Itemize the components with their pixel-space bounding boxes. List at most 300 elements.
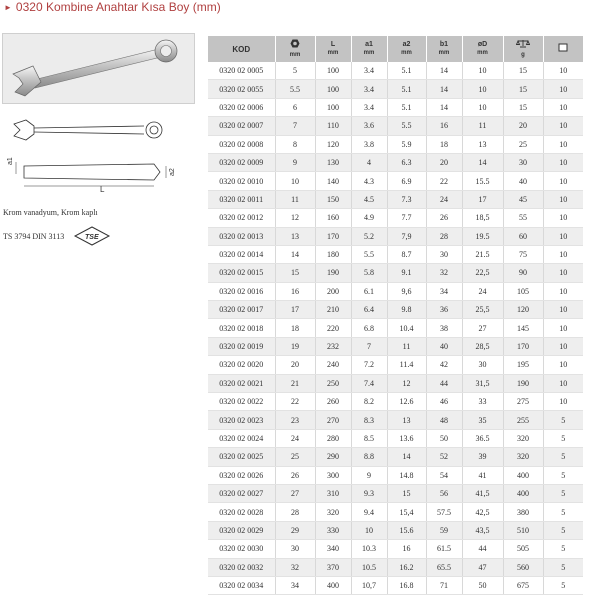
cell-l: 370 [315, 558, 351, 576]
cell-size: 5 [275, 62, 315, 80]
cell-a1: 8.2 [351, 393, 387, 411]
cell-size: 10 [275, 172, 315, 190]
cell-pack: 5 [543, 503, 583, 521]
cell-pack: 10 [543, 117, 583, 135]
cell-l: 190 [315, 264, 351, 282]
cell-a1: 8.8 [351, 448, 387, 466]
cell-weight: 400 [503, 484, 543, 502]
tse-logo-text: TSE [85, 234, 99, 241]
cell-a2: 15,4 [387, 503, 426, 521]
cell-a1: 9.3 [351, 484, 387, 502]
cell-diameter: 30 [462, 356, 503, 374]
cell-a2: 12.6 [387, 393, 426, 411]
cell-l: 250 [315, 374, 351, 392]
cell-l: 340 [315, 540, 351, 558]
cell-pack: 5 [543, 521, 583, 539]
cell-kod: 0320 02 0030 [208, 540, 275, 558]
table-row [208, 190, 583, 208]
cell-a1: 5.8 [351, 264, 387, 282]
cell-b1: 48 [426, 411, 462, 429]
cell-a2: 13.6 [387, 429, 426, 447]
cell-weight: 380 [503, 503, 543, 521]
cell-a2: 7.7 [387, 209, 426, 227]
cell-weight: 15 [503, 80, 543, 98]
scale-icon [516, 39, 530, 48]
cell-b1: 20 [426, 153, 462, 171]
cell-a1: 4 [351, 153, 387, 171]
cell-a2: 11.4 [387, 356, 426, 374]
cell-b1: 42 [426, 356, 462, 374]
cell-size: 20 [275, 356, 315, 374]
cell-l: 100 [315, 62, 351, 80]
cell-weight: 25 [503, 135, 543, 153]
table-row [208, 319, 583, 337]
cell-kod: 0320 02 0025 [208, 448, 275, 466]
cell-pack: 10 [543, 301, 583, 319]
cell-pack: 10 [543, 172, 583, 190]
cell-kod: 0320 02 0016 [208, 282, 275, 300]
cell-kod: 0320 02 0034 [208, 576, 275, 594]
cell-diameter: 31,5 [462, 374, 503, 392]
cell-pack: 10 [543, 264, 583, 282]
cell-l: 150 [315, 190, 351, 208]
cell-a2: 8.7 [387, 245, 426, 263]
cell-a2: 7.3 [387, 190, 426, 208]
cell-a2: 9,6 [387, 282, 426, 300]
cell-size: 14 [275, 245, 315, 263]
cell-size: 11 [275, 190, 315, 208]
cell-weight: 120 [503, 301, 543, 319]
cell-kod: 0320 02 0022 [208, 393, 275, 411]
cell-pack: 5 [543, 484, 583, 502]
cell-b1: 38 [426, 319, 462, 337]
cell-diameter: 42,5 [462, 503, 503, 521]
cell-diameter: 41,5 [462, 484, 503, 502]
cell-size: 22 [275, 393, 315, 411]
cell-diameter: 10 [462, 80, 503, 98]
product-photo [2, 33, 195, 104]
cell-a2: 13 [387, 411, 426, 429]
cell-l: 100 [315, 98, 351, 116]
cell-kod: 0320 02 0005 [208, 62, 275, 80]
cell-a2: 11 [387, 337, 426, 355]
wrench-photo-icon [3, 34, 194, 103]
cell-a2: 9.1 [387, 264, 426, 282]
cell-pack: 10 [543, 62, 583, 80]
table-row [208, 558, 583, 576]
cell-l: 180 [315, 245, 351, 263]
cell-a2: 5.1 [387, 98, 426, 116]
cell-weight: 15 [503, 62, 543, 80]
cell-size: 34 [275, 576, 315, 594]
cell-b1: 54 [426, 466, 462, 484]
cell-a1: 5.5 [351, 245, 387, 263]
table-row [208, 172, 583, 190]
cell-pack: 10 [543, 153, 583, 171]
cell-b1: 30 [426, 245, 462, 263]
cell-a1: 9.4 [351, 503, 387, 521]
cell-size: 27 [275, 484, 315, 502]
cell-b1: 65.5 [426, 558, 462, 576]
material-note: Krom vanadyum, Krom kaplı [3, 208, 98, 217]
cell-pack: 10 [543, 374, 583, 392]
table-row [208, 466, 583, 484]
cell-kod: 0320 02 0027 [208, 484, 275, 502]
cell-l: 400 [315, 576, 351, 594]
cell-kod: 0320 02 0008 [208, 135, 275, 153]
cell-b1: 57.5 [426, 503, 462, 521]
cell-pack: 10 [543, 245, 583, 263]
bullet-arrow-icon: ► [4, 3, 12, 12]
cell-l: 280 [315, 429, 351, 447]
cell-b1: 14 [426, 62, 462, 80]
cell-kod: 0320 02 0014 [208, 245, 275, 263]
cell-a2: 16.2 [387, 558, 426, 576]
cell-l: 260 [315, 393, 351, 411]
cell-pack: 10 [543, 319, 583, 337]
cell-size: 25 [275, 448, 315, 466]
table-row [208, 98, 583, 116]
col-header-kod: KOD [208, 36, 275, 62]
cell-l: 210 [315, 301, 351, 319]
cell-weight: 195 [503, 356, 543, 374]
cell-b1: 50 [426, 429, 462, 447]
dim-a2-label: a2 [169, 168, 176, 176]
cell-diameter: 28,5 [462, 337, 503, 355]
cell-weight: 510 [503, 521, 543, 539]
cell-weight: 40 [503, 172, 543, 190]
cell-kod: 0320 02 0021 [208, 374, 275, 392]
cell-pack: 10 [543, 135, 583, 153]
col-header-weight: g [503, 36, 543, 62]
table-row [208, 429, 583, 447]
cell-b1: 22 [426, 172, 462, 190]
table-row [208, 411, 583, 429]
cell-weight: 55 [503, 209, 543, 227]
table-row [208, 393, 583, 411]
cell-diameter: 11 [462, 117, 503, 135]
table-row [208, 227, 583, 245]
cell-diameter: 19.5 [462, 227, 503, 245]
cell-l: 300 [315, 466, 351, 484]
table-body [208, 62, 583, 595]
cell-diameter: 10 [462, 62, 503, 80]
table-row [208, 337, 583, 355]
table-row [208, 62, 583, 80]
cell-size: 23 [275, 411, 315, 429]
cell-weight: 105 [503, 282, 543, 300]
table-row [208, 521, 583, 539]
cell-weight: 675 [503, 576, 543, 594]
cell-a2: 5.9 [387, 135, 426, 153]
cell-pack: 5 [543, 429, 583, 447]
cell-size: 19 [275, 337, 315, 355]
cell-a2: 14 [387, 448, 426, 466]
cell-diameter: 39 [462, 448, 503, 466]
cell-size: 9 [275, 153, 315, 171]
cell-diameter: 10 [462, 98, 503, 116]
col-header-l: L mm [315, 36, 351, 62]
cell-l: 130 [315, 153, 351, 171]
cell-diameter: 13 [462, 135, 503, 153]
cell-a1: 4.5 [351, 190, 387, 208]
cell-size: 13 [275, 227, 315, 245]
cell-pack: 5 [543, 448, 583, 466]
cell-kod: 0320 02 0006 [208, 98, 275, 116]
cell-a2: 9.8 [387, 301, 426, 319]
cell-a2: 5.1 [387, 62, 426, 80]
cell-l: 290 [315, 448, 351, 466]
cell-pack: 10 [543, 356, 583, 374]
cell-size: 16 [275, 282, 315, 300]
cell-diameter: 43,5 [462, 521, 503, 539]
table-row [208, 80, 583, 98]
cell-b1: 18 [426, 135, 462, 153]
col-header-pack [543, 36, 583, 62]
table-row [208, 264, 583, 282]
cell-weight: 320 [503, 429, 543, 447]
standard-note: TS 3794 DIN 3113 [3, 232, 65, 241]
cell-kod: 0320 02 0007 [208, 117, 275, 135]
table-header-row [208, 36, 583, 62]
table-row [208, 301, 583, 319]
cell-diameter: 22,5 [462, 264, 503, 282]
cell-b1: 44 [426, 374, 462, 392]
cell-a1: 6.4 [351, 301, 387, 319]
cell-weight: 30 [503, 153, 543, 171]
cell-b1: 71 [426, 576, 462, 594]
cell-pack: 10 [543, 393, 583, 411]
cell-a1: 10.3 [351, 540, 387, 558]
cell-kod: 0320 02 0023 [208, 411, 275, 429]
cell-b1: 14 [426, 98, 462, 116]
cell-diameter: 14 [462, 153, 503, 171]
page-title [4, 0, 221, 16]
table-row [208, 135, 583, 153]
cell-a1: 3.4 [351, 62, 387, 80]
tse-logo [73, 226, 111, 246]
cell-weight: 190 [503, 374, 543, 392]
cell-diameter: 17 [462, 190, 503, 208]
cell-size: 8 [275, 135, 315, 153]
cell-diameter: 21.5 [462, 245, 503, 263]
cell-diameter: 25,5 [462, 301, 503, 319]
cell-l: 232 [315, 337, 351, 355]
cell-a1: 6.1 [351, 282, 387, 300]
cell-a1: 3.4 [351, 98, 387, 116]
table-row [208, 484, 583, 502]
cell-b1: 24 [426, 190, 462, 208]
cell-diameter: 27 [462, 319, 503, 337]
cell-diameter: 44 [462, 540, 503, 558]
cell-size: 32 [275, 558, 315, 576]
cell-b1: 56 [426, 484, 462, 502]
cell-l: 120 [315, 135, 351, 153]
cell-b1: 28 [426, 227, 462, 245]
cell-pack: 5 [543, 540, 583, 558]
cell-l: 220 [315, 319, 351, 337]
cell-weight: 275 [503, 393, 543, 411]
table-row [208, 503, 583, 521]
cell-l: 310 [315, 484, 351, 502]
cell-a1: 7.2 [351, 356, 387, 374]
cell-weight: 170 [503, 337, 543, 355]
cell-l: 110 [315, 117, 351, 135]
cell-pack: 10 [543, 227, 583, 245]
cell-a2: 6.3 [387, 153, 426, 171]
table-row [208, 448, 583, 466]
cell-kod: 0320 02 0017 [208, 301, 275, 319]
cell-weight: 75 [503, 245, 543, 263]
cell-diameter: 35 [462, 411, 503, 429]
dim-l-label: L [100, 185, 105, 194]
cell-a1: 7 [351, 337, 387, 355]
cell-size: 29 [275, 521, 315, 539]
cell-b1: 32 [426, 264, 462, 282]
cell-b1: 14 [426, 80, 462, 98]
cell-size: 6 [275, 98, 315, 116]
technical-drawing [4, 116, 190, 196]
cell-weight: 505 [503, 540, 543, 558]
cell-kod: 0320 02 0024 [208, 429, 275, 447]
table-row [208, 117, 583, 135]
cell-l: 140 [315, 172, 351, 190]
cell-kod: 0320 02 0029 [208, 521, 275, 539]
cell-size: 30 [275, 540, 315, 558]
cell-b1: 52 [426, 448, 462, 466]
cell-a1: 7.4 [351, 374, 387, 392]
page-title-text: 0320 Kombine Anahtar Kısa Boy (mm) [15, 0, 221, 14]
table-row [208, 356, 583, 374]
cell-size: 15 [275, 264, 315, 282]
cell-pack: 5 [543, 558, 583, 576]
cell-size: 24 [275, 429, 315, 447]
cell-pack: 10 [543, 80, 583, 98]
table-row [208, 153, 583, 171]
cell-kod: 0320 02 0020 [208, 356, 275, 374]
col-header-size: mm [275, 36, 315, 62]
cell-l: 200 [315, 282, 351, 300]
cell-size: 7 [275, 117, 315, 135]
col-header-a1: a1 mm [351, 36, 387, 62]
cell-b1: 36 [426, 301, 462, 319]
cell-l: 100 [315, 80, 351, 98]
cell-diameter: 41 [462, 466, 503, 484]
cell-l: 160 [315, 209, 351, 227]
cell-weight: 60 [503, 227, 543, 245]
cell-size: 21 [275, 374, 315, 392]
cell-l: 240 [315, 356, 351, 374]
table-row [208, 540, 583, 558]
cell-pack: 10 [543, 282, 583, 300]
cell-pack: 10 [543, 337, 583, 355]
cell-l: 170 [315, 227, 351, 245]
cell-pack: 5 [543, 411, 583, 429]
box-icon [558, 43, 568, 52]
cell-a1: 3.8 [351, 135, 387, 153]
cell-pack: 5 [543, 466, 583, 484]
table-row [208, 209, 583, 227]
cell-kod: 0320 02 0010 [208, 172, 275, 190]
cell-pack: 10 [543, 209, 583, 227]
cell-weight: 400 [503, 466, 543, 484]
cell-weight: 255 [503, 411, 543, 429]
cell-a2: 5.1 [387, 80, 426, 98]
cell-a2: 10.4 [387, 319, 426, 337]
cell-weight: 320 [503, 448, 543, 466]
cell-b1: 46 [426, 393, 462, 411]
cell-kod: 0320 02 0028 [208, 503, 275, 521]
cell-a2: 16 [387, 540, 426, 558]
cell-pack: 10 [543, 98, 583, 116]
cell-size: 26 [275, 466, 315, 484]
cell-pack: 5 [543, 576, 583, 594]
cell-a2: 5.5 [387, 117, 426, 135]
cell-a1: 10 [351, 521, 387, 539]
table-row [208, 245, 583, 263]
cell-a2: 12 [387, 374, 426, 392]
cell-kod: 0320 02 0018 [208, 319, 275, 337]
hex-nut-icon [290, 39, 300, 48]
cell-diameter: 24 [462, 282, 503, 300]
cell-weight: 45 [503, 190, 543, 208]
cell-diameter: 18,5 [462, 209, 503, 227]
cell-b1: 34 [426, 282, 462, 300]
cell-l: 320 [315, 503, 351, 521]
cell-a2: 16.8 [387, 576, 426, 594]
cell-weight: 145 [503, 319, 543, 337]
cell-kod: 0320 02 0009 [208, 153, 275, 171]
cell-kod: 0320 02 0013 [208, 227, 275, 245]
cell-l: 330 [315, 521, 351, 539]
cell-diameter: 50 [462, 576, 503, 594]
cell-diameter: 47 [462, 558, 503, 576]
cell-a1: 4.3 [351, 172, 387, 190]
cell-kod: 0320 02 0011 [208, 190, 275, 208]
cell-a1: 8.3 [351, 411, 387, 429]
cell-a1: 8.5 [351, 429, 387, 447]
dim-a1-label: a1 [7, 157, 14, 165]
cell-diameter: 33 [462, 393, 503, 411]
col-header-a2: a2 mm [387, 36, 426, 62]
cell-b1: 59 [426, 521, 462, 539]
table-row [208, 282, 583, 300]
cell-size: 28 [275, 503, 315, 521]
cell-a1: 5.2 [351, 227, 387, 245]
cell-a1: 4.9 [351, 209, 387, 227]
cell-a2: 7,9 [387, 227, 426, 245]
cell-kod: 0320 02 0026 [208, 466, 275, 484]
cell-l: 270 [315, 411, 351, 429]
cell-pack: 10 [543, 190, 583, 208]
table-row [208, 374, 583, 392]
cell-weight: 20 [503, 117, 543, 135]
cell-a1: 6.8 [351, 319, 387, 337]
cell-size: 5.5 [275, 80, 315, 98]
cell-a1: 10.5 [351, 558, 387, 576]
cell-a1: 10,7 [351, 576, 387, 594]
cell-b1: 16 [426, 117, 462, 135]
cell-weight: 90 [503, 264, 543, 282]
cell-size: 12 [275, 209, 315, 227]
cell-diameter: 36.5 [462, 429, 503, 447]
cell-a1: 3.4 [351, 80, 387, 98]
cell-b1: 61.5 [426, 540, 462, 558]
cell-kod: 0320 02 0012 [208, 209, 275, 227]
cell-kod: 0320 02 0019 [208, 337, 275, 355]
col-header-b1: b1 mm [426, 36, 462, 62]
cell-kod: 0320 02 0015 [208, 264, 275, 282]
